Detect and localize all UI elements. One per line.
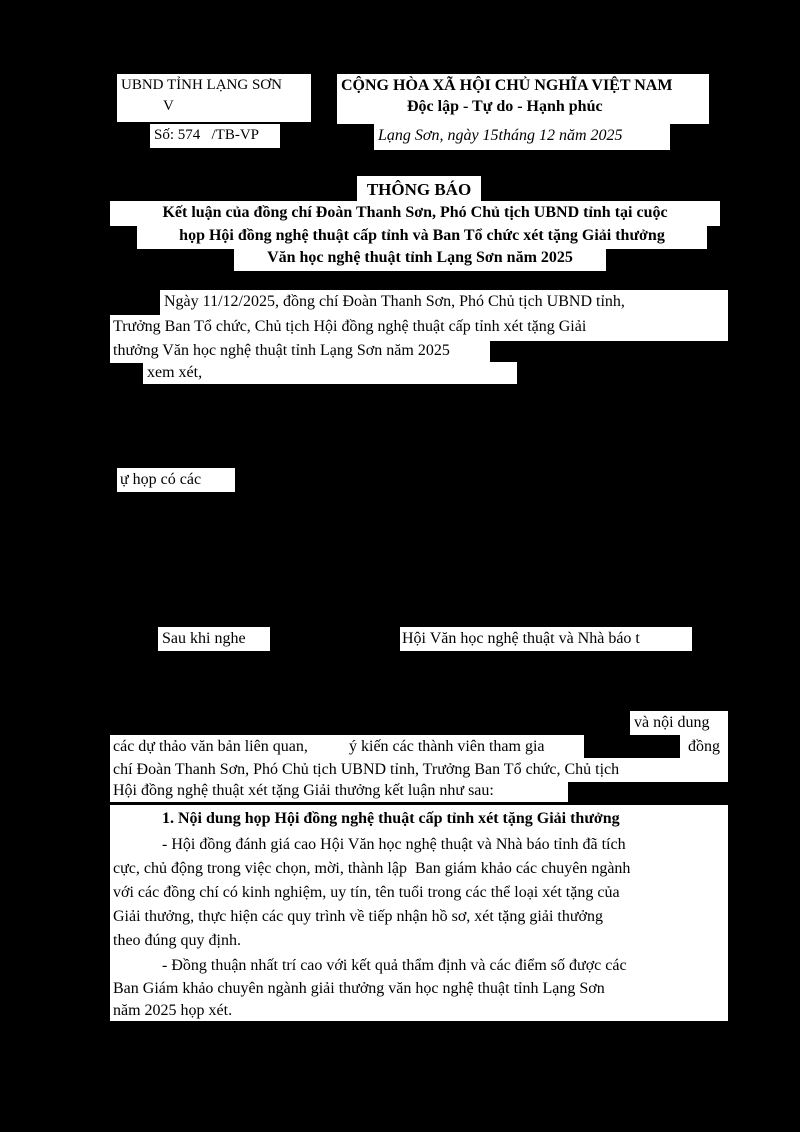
section1-p1-line5: theo đúng quy định. [113, 932, 241, 949]
after-line5: Hội đồng nghệ thuật xét tặng Giải thưởng kết luận như sau: [113, 782, 494, 799]
notice-title-line3: Văn học nghệ thuật tỉnh Lạng Sơn năm 2025 [267, 249, 573, 266]
intro-line1: Ngày 11/12/2025, đồng chí Đoàn Thanh Sơn, Phó Chủ tịch UBND tỉnh, [164, 293, 625, 310]
section1-p1-line2: cực, chủ động trong việc chọn, mời, thành lập Ban giám khảo các chuyên ngành [113, 860, 631, 877]
intro-line3: thưởng Văn học nghệ thuật tỉnh Lạng Sơn năm 2025 [113, 342, 450, 359]
agency-name: UBND TỈNH LẠNG SƠN [121, 77, 282, 93]
after-line2-tail: và nội dung [634, 714, 710, 731]
section1-p2-line3: năm 2025 họp xét. [113, 1002, 233, 1019]
notice-title-line1: Kết luận của đồng chí Đoàn Thanh Sơn, Phó Chủ tịch UBND tỉnh tại cuộc [162, 204, 668, 221]
place-date: Lạng Sơn, ngày 15tháng 12 năm 2025 [378, 127, 623, 144]
intro-line4: xem xét, [147, 364, 203, 381]
national-title: CỘNG HÒA XÃ HỘI CHỦ NGHĨA VIỆT NAM [341, 77, 673, 94]
national-motto: Độc lập - Tự do - Hạnh phúc [407, 98, 603, 115]
after-line3-a: các dự thảo văn bản liên quan, [113, 738, 308, 755]
section1-heading: 1. Nội dung họp Hội đồng nghệ thuật cấp tỉnh xét tặng Giải thưởng [162, 810, 620, 827]
intro-line2: Trưởng Ban Tổ chức, Chủ tịch Hội đồng nghệ thuật cấp tỉnh xét tặng Giải [113, 318, 587, 335]
document-number: Số: 574 /TB-VP [154, 127, 260, 143]
section1-p1-line3: với các đồng chí có kinh nghiệm, uy tín, tên tuổi trong các thể loại xét tặng của [113, 884, 620, 901]
after-line4: chí Đoàn Thanh Sơn, Phó Chủ tịch UBND tỉnh, Trưởng Ban Tổ chức, Chủ tịch [113, 761, 620, 778]
section1-p2-line1: - Đồng thuận nhất trí cao với kết quả thẩm định và các điểm số được các [162, 957, 627, 974]
notice-heading: THÔNG BÁO [366, 180, 472, 199]
after-line1-a: Sau khi nghe [162, 630, 246, 647]
after-line3-b: ý kiến các thành viên tham gia [349, 738, 545, 755]
section1-p1-line4: Giải thưởng, thực hiện các quy trình về tiếp nhận hồ sơ, xét tặng giải thưởng [113, 908, 603, 925]
notice-title-line2: họp Hội đồng nghệ thuật cấp tỉnh và Ban Tổ chức xét tặng Giải thưởng [179, 227, 665, 244]
section1-p1-line1: - Hội đồng đánh giá cao Hội Văn học nghệ thuật và Nhà báo tỉnh đã tích [162, 836, 626, 853]
agency-name-line2: V [163, 98, 174, 114]
after-line1-b: Hội Văn học nghệ thuật và Nhà báo t [402, 630, 640, 647]
section1-p2-line2: Ban Giám khảo chuyên ngành giải thưởng văn học nghệ thuật tỉnh Lạng Sơn [113, 980, 605, 997]
after-line3-c: đồng [688, 738, 720, 755]
attendees-fragment: ự họp có các [120, 471, 202, 488]
